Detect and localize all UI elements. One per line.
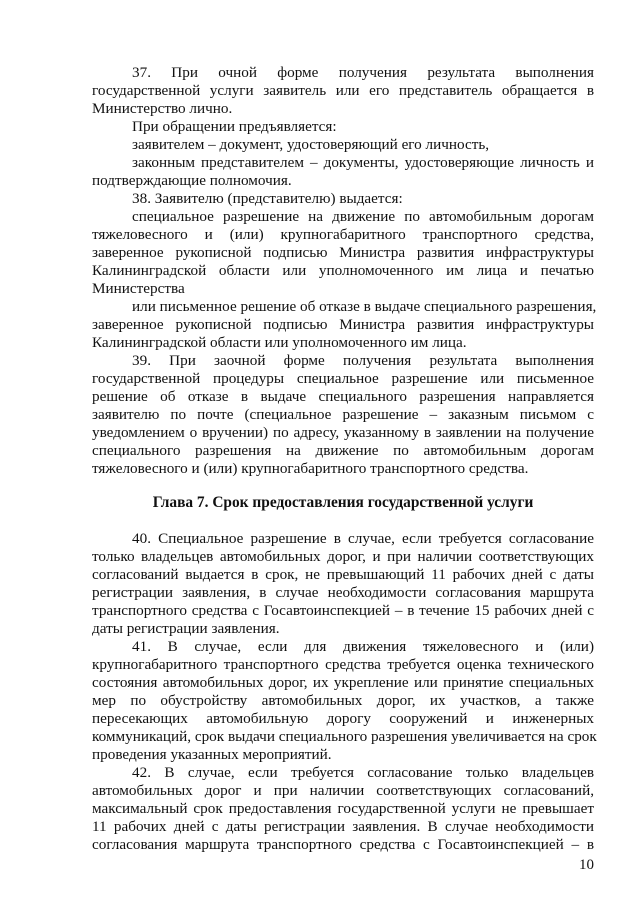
text-line: 40. Специальное разрешение в случае, если требуется согласование [132,530,594,547]
text-line: Калининградской области или уполномоченного им лица и печатью [92,262,594,279]
text-line: даты регистрации заявления. [92,620,280,637]
text-line: уведомлением о вручении) по адресу, указанному в заявлении на получение [92,424,594,441]
page-number: 10 [579,857,594,873]
text-line: крупногабаритного транспортного средства требуется оценка технического [92,656,594,673]
text-line: Калининградской области или уполномоченного им лица. [92,334,467,351]
text-line: заявителем – документ, удостоверяющий его личность, [132,136,490,153]
text-line: государственной услуги заявитель или его представитель обращается в [92,82,594,99]
text-line: специальное разрешение на движение по автомобильным дорогам [132,208,594,225]
text-line: 37. При очной форме получения результата выполнения [132,64,594,81]
text-line: заверенное рукописной подписью Министра развития инфраструктуры [92,316,594,333]
text-line: состояния автомобильных дорог, их укрепление или принятие специальных [92,674,594,691]
text-line: только владельцев автомобильных дорог, и при наличии соответствующих [92,548,594,565]
text-line: заявителю по почте (специальное разрешение – заказным письмом с [92,406,594,423]
text-line: согласований выдается в срок, не превышающий 11 рабочих дней с даты [92,566,594,583]
text-line: 38. Заявителю (представителю) выдается: [132,190,403,207]
text-line: законным представителем – документы, удостоверяющие личность и [132,154,594,171]
text-line: автомобильных дорог и при наличии соответствующих согласований, [92,782,594,799]
text-line: или письменное решение об отказе в выдаче специального разрешения, [132,298,597,315]
text-line: решение об отказе в выдаче специального разрешения направляется [92,388,594,405]
text-line: 11 рабочих дней с даты регистрации заявления. В случае необходимости [92,818,594,835]
text-line: специального разрешения на движение по автомобильным дорогам [92,442,594,459]
text-line: проведения указанных мероприятий. [92,746,332,763]
text-line: 39. При заочной форме получения результата выполнения [132,352,594,369]
text-line: регистрации заявления, в случае необходимости согласования маршрута [92,584,594,601]
text-line: 41. В случае, если для движения тяжеловесного и (или) [132,638,594,655]
text-line: 42. В случае, если требуется согласование только владельцев [132,764,594,781]
text-line: транспортного средства с Госавтоинспекцией – в течение 15 рабочих дней с [92,602,594,619]
text-line: заверенное рукописной подписью Министра развития инфраструктуры [92,244,594,261]
text-line: тяжеловесного и (или) крупногабаритного транспортного средства, [92,226,594,243]
text-line: Министерства [92,280,185,297]
text-line: тяжеловесного и (или) крупногабаритного транспортного средства. [92,460,529,477]
text-line: государственной процедуры специальное разрешение или письменное [92,370,594,387]
text-line: коммуникаций, срок выдачи специального разрешения увеличивается на срок [92,728,597,745]
text-line: максимальный срок предоставления государственной услуги не превышает [92,800,594,817]
text-line: мер по обустройству автомобильных дорог, их участков, а также [92,692,594,709]
text-line: согласования маршрута транспортного средства с Госавтоинспекцией – в [92,836,594,853]
text-line: подтверждающие полномочия. [92,172,292,189]
text-line: пересекающих автомобильную дорогу сооружений и инженерных [92,710,594,727]
chapter-heading: Глава 7. Срок предоставления государственной услуги [152,494,534,511]
text-line: При обращении предъявляется: [132,118,337,135]
text-line: Министерство лично. [92,100,233,117]
